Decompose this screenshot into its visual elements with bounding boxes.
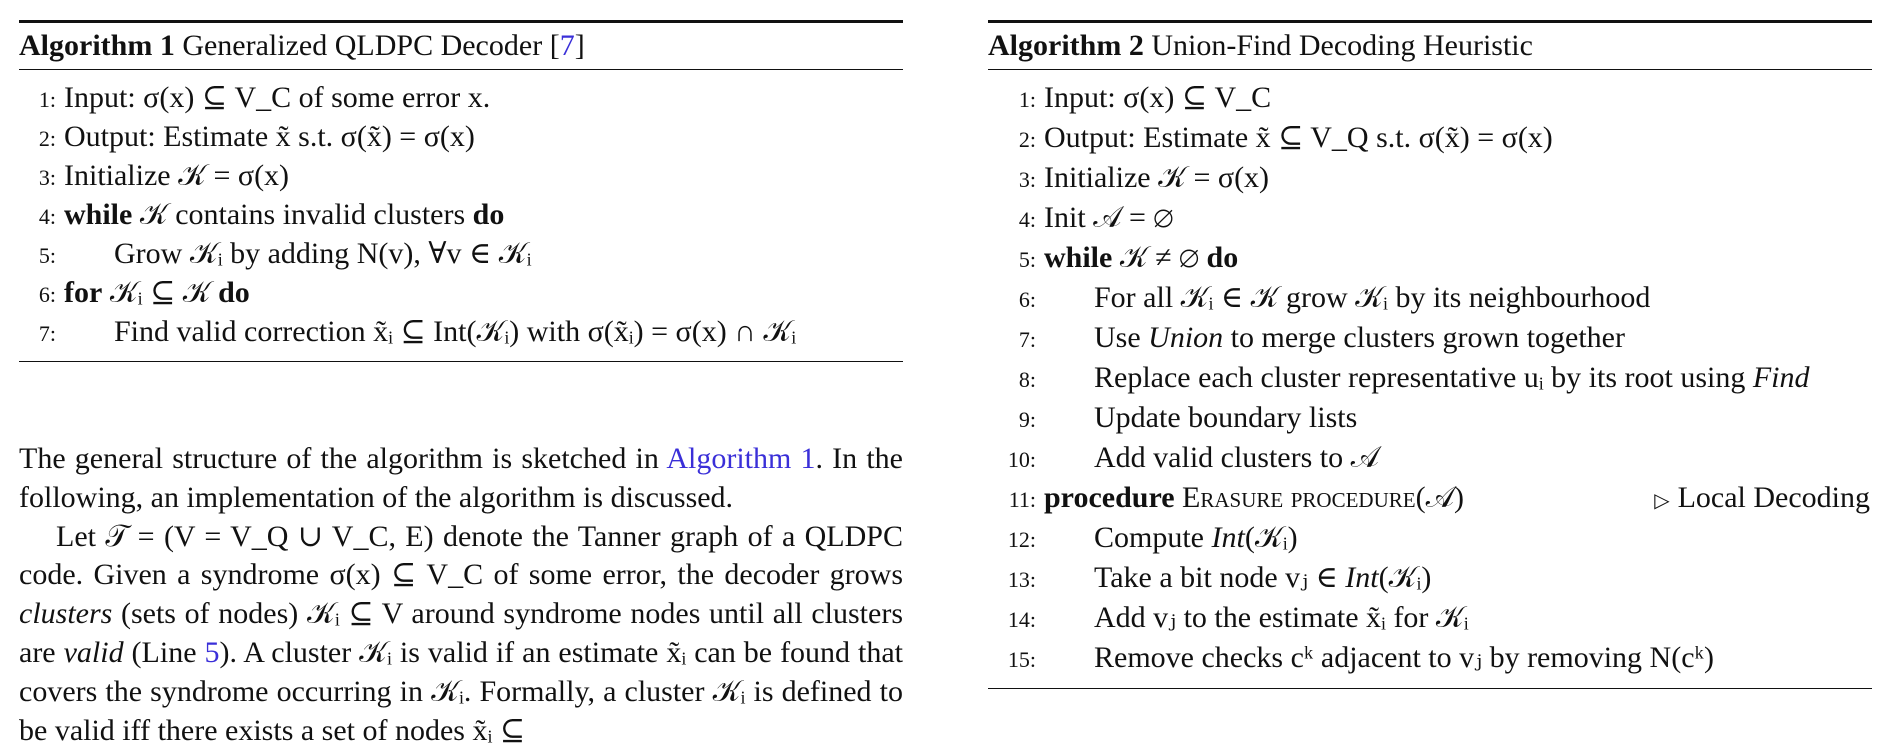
algorithm-line: [19, 195, 903, 234]
algorithm-1-caption: [19, 20, 903, 70]
emphasis-int: Int: [1211, 521, 1245, 554]
line-text: Update boundary lists: [1094, 401, 1358, 434]
line-body: 𝒦ᵢ ⊆ 𝒦: [102, 276, 219, 309]
line-number: 2:: [1018, 127, 1036, 152]
line-text: Init 𝒜 = ∅: [1044, 201, 1174, 234]
line-number: 4:: [38, 204, 56, 229]
line-body: Take a bit node vⱼ ∈: [1094, 561, 1346, 594]
algorithm-line: [988, 478, 1872, 518]
cite-close: ]: [574, 29, 585, 62]
line-text: [64, 273, 903, 312]
algorithm-2-label: Algorithm 2: [988, 29, 1144, 62]
comment-triangle-icon: ▷: [1654, 490, 1670, 512]
algorithm-line: [988, 598, 1872, 638]
algorithm-line: [988, 118, 1872, 158]
line-number: 10:: [1007, 447, 1036, 472]
line-body: Compute: [1094, 521, 1212, 554]
line-number: 3:: [1018, 167, 1036, 192]
algorithm-line: [988, 198, 1872, 238]
line-text: [1044, 478, 1654, 518]
line-number: 15:: [1007, 647, 1036, 672]
line-number: 11:: [1008, 487, 1036, 512]
algorithm-1-lines: [19, 70, 903, 362]
emphasis-find: Find: [1752, 361, 1810, 394]
algorithm-line: [988, 518, 1872, 558]
keyword-while: while: [1044, 241, 1113, 274]
line-number: 14:: [1007, 607, 1036, 632]
emphasis-int: Int: [1345, 561, 1379, 594]
algorithm-line: [988, 438, 1872, 478]
line-body: 𝒦 contains invalid clusters: [132, 198, 473, 231]
line-number: 1:: [1018, 87, 1036, 112]
keyword-procedure: procedure: [1044, 481, 1175, 514]
line-number: 1:: [38, 87, 56, 112]
algorithm-line: [988, 78, 1872, 118]
algorithm-line: [19, 234, 903, 273]
algorithm-line: [19, 117, 903, 156]
algorithm-line: [988, 638, 1872, 678]
line-number: 9:: [1018, 407, 1036, 432]
line-text: Remove checks cᵏ adjacent to vⱼ by removing N(cᵏ): [1094, 641, 1714, 674]
keyword-do: do: [218, 276, 250, 309]
line-body: (𝒦ᵢ): [1378, 561, 1432, 594]
line-body: Use: [1094, 321, 1149, 354]
procedure-name: Erasure procedure: [1182, 481, 1416, 514]
paragraph-text: Let 𝒯 = (V = V_Q ∪ V_C, E) denote the Tanner graph of a QLDPC code. Given a syndrome σ(x) ⊆ V_C of some error, the decoder grows: [19, 519, 903, 592]
keyword-while: while: [64, 198, 133, 231]
algorithm-line: [988, 558, 1872, 598]
line-body: Replace each cluster representative uᵢ by its root using: [1094, 361, 1753, 394]
paragraph-text: The general structure of the algorithm is sketched in: [19, 442, 667, 475]
algorithm-line: [988, 238, 1872, 278]
algorithm-2-title: Union-Find Decoding Heuristic: [1151, 29, 1533, 62]
algorithm-line: [988, 358, 1872, 398]
line-number: 7:: [1018, 327, 1036, 352]
citation-link[interactable]: 7: [559, 29, 575, 62]
keyword-for: for: [64, 276, 103, 309]
algorithm-line: [19, 312, 903, 351]
line-number: 8:: [1018, 367, 1036, 392]
line-text: Add vⱼ to the estimate x̃ᵢ for 𝒦ᵢ: [1094, 601, 1469, 634]
comment-text: Local Decoding: [1677, 481, 1870, 514]
paragraph-text: (sets of nodes) 𝒦ᵢ ⊆ V around syndrome nodes until all clusters are: [19, 597, 903, 669]
line-text: Initialize 𝒦 = σ(x): [1044, 161, 1270, 194]
body-paragraphs: [19, 440, 903, 750]
line-text: Find valid correction x̃ᵢ ⊆ Int(𝒦ᵢ) with σ(x̃ᵢ) = σ(x) ∩ 𝒦ᵢ: [114, 315, 797, 348]
keyword-do: do: [1206, 241, 1239, 274]
line-text: For all 𝒦ᵢ ∈ 𝒦 grow 𝒦ᵢ by its neighbourhood: [1094, 281, 1651, 314]
line-5-link[interactable]: 5: [204, 635, 220, 669]
line-text: Output: Estimate x̃ ⊆ V_Q s.t. σ(x̃) = σ(x): [1044, 121, 1553, 154]
line-text: [1094, 558, 1872, 598]
paragraph-text: ). A cluster 𝒦ᵢ is valid if an estimate x̃ᵢ can be found that covers the syndrome occurring in 𝒦ᵢ. Formally, a cluster 𝒦ᵢ is defined to be valid iff there exists a set of nodes x̃ᵢ ⊆: [19, 635, 904, 747]
keyword-do: do: [472, 198, 505, 231]
algorithm-line: [988, 278, 1872, 318]
line-number: 5:: [38, 243, 56, 268]
algorithm-2-box: [988, 20, 1872, 689]
emphasis-clusters: clusters: [19, 597, 113, 631]
line-text: Input: σ(x) ⊆ V_C: [1044, 81, 1272, 114]
line-text: Add valid clusters to 𝒜: [1094, 441, 1380, 474]
line-number: 5:: [1018, 247, 1036, 272]
line-text: [1094, 358, 1872, 398]
line-text: Input: σ(x) ⊆ V_C of some error x.: [64, 81, 491, 114]
line-body: to merge clusters grown together: [1223, 321, 1625, 354]
line-number: 13:: [1007, 567, 1036, 592]
line-text: Initialize 𝒦 = σ(x): [64, 159, 290, 192]
line-comment: [1654, 478, 1872, 521]
algorithm-line: [988, 158, 1872, 198]
line-number: 3:: [38, 165, 56, 190]
line-text: Grow 𝒦ᵢ by adding N(v), ∀v ∈ 𝒦ᵢ: [114, 237, 532, 270]
line-number: 2:: [38, 126, 56, 151]
cite-open: [: [542, 29, 560, 62]
algorithm-line: [988, 318, 1872, 358]
paragraph-1: [19, 440, 903, 518]
line-number: 6:: [38, 282, 56, 307]
line-number: 4:: [1018, 207, 1036, 232]
paragraph-2: [19, 518, 903, 750]
line-number: 7:: [38, 321, 56, 346]
emphasis-union: Union: [1148, 321, 1224, 354]
algorithm-line: [19, 78, 903, 117]
algorithm-2-lines: [988, 70, 1872, 689]
algorithm-1-label: Algorithm 1: [19, 29, 175, 62]
paragraph-text: (Line: [123, 635, 205, 669]
algorithm-2-caption: [988, 20, 1872, 70]
algorithm-line: [988, 398, 1872, 438]
line-text: Output: Estimate x̃ s.t. σ(x̃) = σ(x): [64, 120, 475, 153]
line-number: 6:: [1018, 287, 1036, 312]
algorithm-1-title: Generalized QLDPC Decoder: [182, 29, 543, 62]
line-text: [1094, 318, 1872, 358]
line-number: 12:: [1007, 527, 1036, 552]
paragraph-text: . In the following, an implementation of the algorithm is discussed.: [19, 442, 903, 514]
algorithm-line: [19, 273, 903, 312]
line-body: (𝒦ᵢ): [1244, 521, 1298, 554]
emphasis-valid: valid: [63, 635, 124, 669]
line-text: [1044, 238, 1872, 278]
line-body: 𝒦 ≠ ∅: [1112, 241, 1207, 274]
line-text: [64, 195, 903, 234]
algorithm-line: [19, 156, 903, 195]
line-text: [1094, 518, 1872, 558]
line-body: (𝒜): [1415, 481, 1464, 514]
algorithm-1-box: [19, 20, 903, 362]
algorithm-1-link[interactable]: Algorithm 1: [666, 442, 816, 475]
